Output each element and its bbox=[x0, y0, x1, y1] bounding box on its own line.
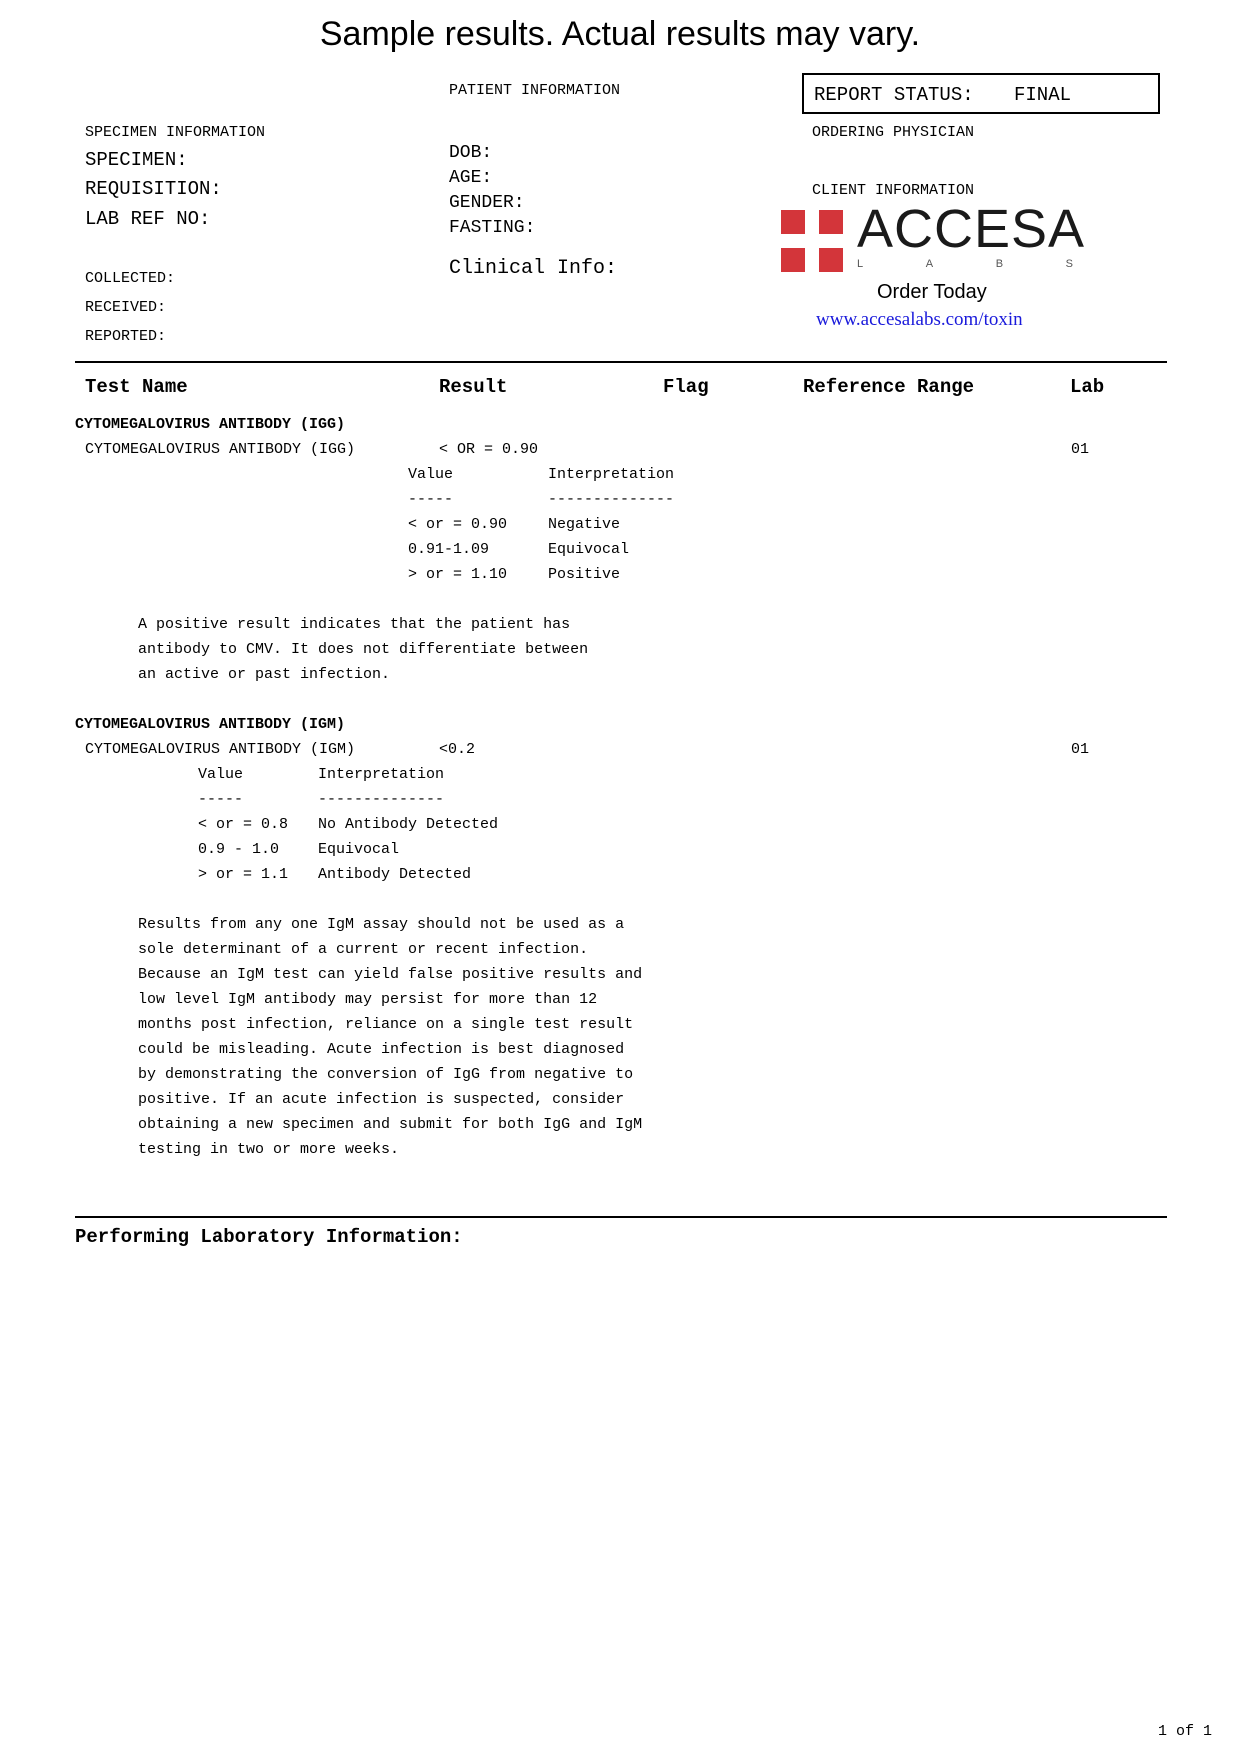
received-label: RECEIVED: bbox=[85, 299, 167, 316]
igm-note-line: sole determinant of a current or recent infection. bbox=[138, 941, 589, 958]
report-status-value: FINAL bbox=[1014, 84, 1072, 106]
logo-sub-letter: S bbox=[1065, 258, 1073, 270]
igm-note-line: positive. If an acute infection is suspected, consider bbox=[138, 1091, 625, 1108]
footer-divider bbox=[75, 1216, 1167, 1218]
igm-note-line: obtaining a new specimen and submit for both IgG and IgM bbox=[138, 1116, 643, 1133]
logo-square-bottom-right bbox=[819, 248, 843, 272]
order-url-link[interactable]: www.accesalabs.com/toxin bbox=[816, 309, 1023, 330]
gender-label: GENDER: bbox=[449, 193, 525, 213]
igm-row-interpretation: Equivocal bbox=[318, 841, 400, 858]
igg-table-separator: ----- bbox=[408, 491, 454, 508]
column-result: Result bbox=[439, 376, 508, 398]
igm-section-heading: CYTOMEGALOVIRUS ANTIBODY (IGM) bbox=[75, 716, 346, 733]
logo-subtitle bbox=[857, 259, 1073, 270]
igm-note-line: Results from any one IgM assay should not be used as a bbox=[138, 916, 625, 933]
report-status-box bbox=[802, 73, 1160, 114]
igm-note-line: by demonstrating the conversion of IgG from negative to bbox=[138, 1066, 634, 1083]
lab-ref-no-label: LAB REF NO: bbox=[85, 208, 211, 230]
igm-row-value: 0.9 - 1.0 bbox=[198, 841, 280, 858]
igg-row-interpretation: Positive bbox=[548, 566, 621, 583]
igm-table-header-interpretation: Interpretation bbox=[318, 766, 445, 783]
igg-note-line: antibody to CMV. It does not differentiate between bbox=[138, 641, 589, 658]
igm-row-value: < or = 0.8 bbox=[198, 816, 289, 833]
igm-table-header-value: Value bbox=[198, 766, 244, 783]
igm-note-line: testing in two or more weeks. bbox=[138, 1141, 400, 1158]
client-information-heading: CLIENT INFORMATION bbox=[812, 182, 975, 199]
column-reference-range: Reference Range bbox=[803, 376, 975, 398]
logo-wordmark: ACCESA bbox=[857, 199, 1086, 259]
dob-label: DOB: bbox=[449, 143, 493, 163]
page-number: 1 of 1 bbox=[1158, 1723, 1213, 1740]
logo-square-top-right bbox=[819, 210, 843, 234]
igg-lab: 01 bbox=[1071, 441, 1090, 458]
igg-row-value: > or = 1.10 bbox=[408, 566, 508, 583]
igm-note-line: months post infection, reliance on a single test result bbox=[138, 1016, 634, 1033]
igm-lab: 01 bbox=[1071, 741, 1090, 758]
igg-table-separator: -------------- bbox=[548, 491, 675, 508]
igg-test-name: CYTOMEGALOVIRUS ANTIBODY (IGG) bbox=[85, 441, 356, 458]
patient-info-heading: PATIENT INFORMATION bbox=[449, 82, 621, 99]
logo-sub-letter: A bbox=[925, 258, 934, 270]
igm-table-separator: ----- bbox=[198, 791, 244, 808]
igg-section-heading: CYTOMEGALOVIRUS ANTIBODY (IGG) bbox=[75, 416, 346, 433]
igm-test-name: CYTOMEGALOVIRUS ANTIBODY (IGM) bbox=[85, 741, 356, 758]
fasting-label: FASTING: bbox=[449, 218, 536, 238]
igm-row-value: > or = 1.1 bbox=[198, 866, 289, 883]
igm-row-interpretation: No Antibody Detected bbox=[318, 816, 499, 833]
specimen-label: SPECIMEN: bbox=[85, 149, 188, 171]
collected-label: COLLECTED: bbox=[85, 270, 176, 287]
report-status-label: REPORT STATUS: bbox=[814, 84, 974, 106]
igm-note-line: Because an IgM test can yield false positive results and bbox=[138, 966, 643, 983]
igg-table-header-value: Value bbox=[408, 466, 454, 483]
igg-row-interpretation: Equivocal bbox=[548, 541, 630, 558]
igg-row-interpretation: Negative bbox=[548, 516, 621, 533]
order-today-text: Order Today bbox=[877, 281, 987, 303]
igm-note-line: could be misleading. Acute infection is best diagnosed bbox=[138, 1041, 625, 1058]
ordering-physician-heading: ORDERING PHYSICIAN bbox=[812, 124, 975, 141]
igm-note-line: low level IgM antibody may persist for more than 12 bbox=[138, 991, 598, 1008]
column-lab: Lab bbox=[1070, 376, 1105, 398]
igg-row-value: 0.91-1.09 bbox=[408, 541, 490, 558]
header-divider bbox=[75, 361, 1167, 363]
igm-table-separator: -------------- bbox=[318, 791, 445, 808]
requisition-label: REQUISITION: bbox=[85, 178, 222, 200]
reported-label: REPORTED: bbox=[85, 328, 167, 345]
logo-sub-letter: B bbox=[995, 258, 1004, 270]
igg-table-header-interpretation: Interpretation bbox=[548, 466, 675, 483]
igg-note-line: A positive result indicates that the patient has bbox=[138, 616, 571, 633]
logo-square-top-left bbox=[781, 210, 805, 234]
clinical-info-label: Clinical Info: bbox=[449, 257, 618, 280]
age-label: AGE: bbox=[449, 168, 493, 188]
specimen-info-heading: SPECIMEN INFORMATION bbox=[85, 124, 266, 141]
igm-row-interpretation: Antibody Detected bbox=[318, 866, 472, 883]
igm-result: <0.2 bbox=[439, 741, 476, 758]
column-test-name: Test Name bbox=[85, 376, 188, 398]
logo-sub-letter: L bbox=[857, 258, 864, 270]
igg-row-value: < or = 0.90 bbox=[408, 516, 508, 533]
column-flag: Flag bbox=[663, 376, 709, 398]
igg-note-line: an active or past infection. bbox=[138, 666, 391, 683]
igg-result: < OR = 0.90 bbox=[439, 441, 539, 458]
performing-lab-heading: Performing Laboratory Information: bbox=[75, 1226, 463, 1248]
logo-square-bottom-left bbox=[781, 248, 805, 272]
sample-banner: Sample results. Actual results may vary. bbox=[319, 15, 921, 53]
